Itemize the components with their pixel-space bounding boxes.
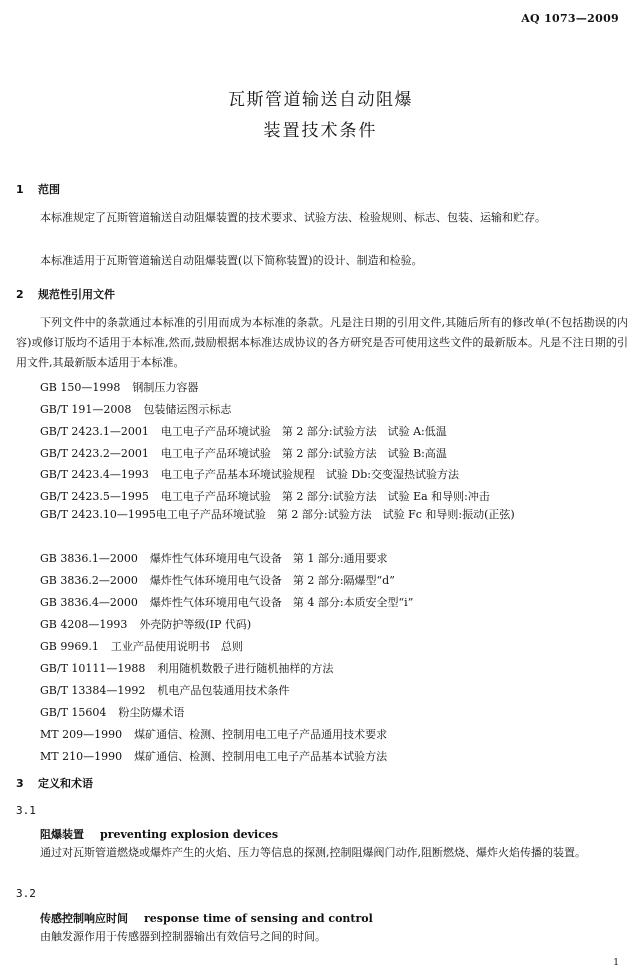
reference-code: GB 3836.2—2000 bbox=[40, 574, 138, 587]
reference-code: GB 3836.1—2000 bbox=[40, 552, 138, 565]
reference-code: GB/T 2423.10—1995 bbox=[40, 508, 156, 521]
reference-item bbox=[40, 572, 395, 588]
reference-code: GB/T 2423.5—1995 bbox=[40, 490, 149, 503]
reference-title: 电工电子产品环境试验 第 2 部分:试验方法 试验 B:高温 bbox=[160, 447, 447, 460]
section-number: 3 bbox=[16, 777, 24, 790]
reference-item bbox=[40, 445, 447, 461]
section-number: 2 bbox=[16, 288, 24, 301]
reference-title: 爆炸性气体环境用电气设备 第 1 部分:通用要求 bbox=[149, 552, 388, 565]
definition-text: 通过对瓦斯管道燃烧或爆炸产生的火焰、压力等信息的探测,控制阻爆阀门动作,阻断燃烧、爆炸火焰传播的装置。 bbox=[40, 846, 586, 859]
reference-title: 粉尘防爆术语 bbox=[118, 706, 185, 719]
section-3-heading bbox=[16, 775, 93, 791]
document-title-line2: 装置技术条件 bbox=[263, 121, 378, 141]
reference-code: GB 150—1998 bbox=[40, 381, 121, 394]
definition-number: 3.1 bbox=[16, 804, 36, 817]
reference-title: 电工电子产品基本环境试验规程 试验 Db:交变湿热试验方法 bbox=[160, 468, 459, 481]
standard-code: AQ 1073—2009 bbox=[521, 12, 619, 25]
term-chinese: 传感控制响应时间 bbox=[40, 912, 128, 925]
reference-code: MT 209—1990 bbox=[40, 728, 123, 741]
definition-text: 由触发源作用于传感器到控制器输出有效信号之间的时间。 bbox=[40, 930, 326, 943]
reference-item bbox=[40, 616, 251, 632]
reference-title: 包装储运图示标志 bbox=[143, 403, 232, 416]
reference-title: 外壳防护等级(IP 代码) bbox=[139, 618, 252, 631]
reference-item bbox=[40, 550, 388, 566]
reference-item bbox=[40, 401, 231, 417]
section-title: 定义和术语 bbox=[38, 777, 93, 790]
term-chinese: 阻爆装置 bbox=[40, 828, 84, 841]
reference-title: 电工电子产品环境试验 第 2 部分:试验方法 试验 Ea 和导则:冲击 bbox=[160, 490, 490, 503]
reference-code: MT 210—1990 bbox=[40, 750, 123, 763]
section-2-paragraph-1: 下列文件中的条款通过本标准的引用而成为本标准的条款。凡是注日期的引用文件,其随后所有的修改单(不包括勘误的内容)或修订版均不适用于本标准,然而,鼓励根据本标准达成协议的各方研究是否可使用这些文件的最新版本。凡是不注日期的引用文件,其最新版本适用于本标准。 bbox=[16, 316, 628, 369]
reference-title: 爆炸性气体环境用电气设备 第 2 部分:隔爆型“d” bbox=[149, 574, 395, 587]
term-english: preventing explosion devices bbox=[100, 828, 279, 841]
reference-code: GB/T 2423.4—1993 bbox=[40, 468, 149, 481]
section-number: 1 bbox=[16, 183, 24, 196]
reference-code: GB/T 2423.2—2001 bbox=[40, 447, 149, 460]
reference-item bbox=[40, 594, 413, 610]
reference-title: 机电产品包装通用技术条件 bbox=[157, 684, 290, 697]
reference-item bbox=[40, 423, 447, 439]
reference-code: GB 3836.4—2000 bbox=[40, 596, 138, 609]
section-title: 范围 bbox=[38, 183, 60, 196]
reference-code: GB 4208—1993 bbox=[40, 618, 128, 631]
reference-item bbox=[40, 466, 459, 482]
reference-item bbox=[40, 726, 387, 742]
reference-title: 钢制压力容器 bbox=[132, 381, 199, 394]
section-1-paragraph-2: 本标准适用于瓦斯管道输送自动阻爆装置(以下简称装置)的设计、制造和检验。 bbox=[40, 254, 423, 267]
section-1-heading bbox=[16, 181, 60, 197]
section-title: 规范性引用文件 bbox=[38, 288, 115, 301]
reference-code: GB/T 10111—1988 bbox=[40, 662, 146, 675]
reference-item bbox=[40, 704, 184, 720]
section-1-paragraph-1: 本标准规定了瓦斯管道输送自动阻爆装置的技术要求、试验方法、检验规则、标志、包装、运输和贮存。 bbox=[40, 211, 546, 224]
reference-item bbox=[16, 505, 628, 525]
definition-term bbox=[40, 910, 373, 926]
reference-code: GB/T 2423.1—2001 bbox=[40, 425, 149, 438]
reference-title: 煤矿通信、检测、控制用电工电子产品基本试验方法 bbox=[134, 750, 388, 763]
reference-code: GB 9969.1 bbox=[40, 640, 99, 653]
definition-term bbox=[40, 826, 278, 842]
reference-item bbox=[40, 488, 490, 504]
reference-item bbox=[40, 660, 333, 676]
reference-item bbox=[40, 682, 289, 698]
page-number: 1 bbox=[613, 958, 619, 968]
reference-code: GB/T 15604 bbox=[40, 706, 107, 719]
definition-number: 3.2 bbox=[16, 887, 36, 900]
reference-item bbox=[40, 638, 243, 654]
section-2-heading bbox=[16, 286, 115, 302]
reference-title: 电工电子产品环境试验 第 2 部分:试验方法 试验 Fc 和导则:振动(正弦) bbox=[155, 508, 515, 521]
reference-code: GB/T 191—2008 bbox=[40, 403, 132, 416]
reference-title: 工业产品使用说明书 总则 bbox=[110, 640, 243, 653]
reference-code: GB/T 13384—1992 bbox=[40, 684, 146, 697]
reference-title: 利用随机数骰子进行随机抽样的方法 bbox=[157, 662, 334, 675]
reference-item bbox=[40, 379, 198, 395]
document-title-line1: 瓦斯管道输送自动阻爆 bbox=[228, 90, 413, 110]
term-english: response time of sensing and control bbox=[144, 912, 373, 925]
reference-title: 电工电子产品环境试验 第 2 部分:试验方法 试验 A:低温 bbox=[160, 425, 447, 438]
reference-item bbox=[40, 748, 387, 764]
reference-title: 煤矿通信、检测、控制用电工电子产品通用技术要求 bbox=[134, 728, 388, 741]
reference-title: 爆炸性气体环境用电气设备 第 4 部分:本质安全型“i” bbox=[149, 596, 414, 609]
